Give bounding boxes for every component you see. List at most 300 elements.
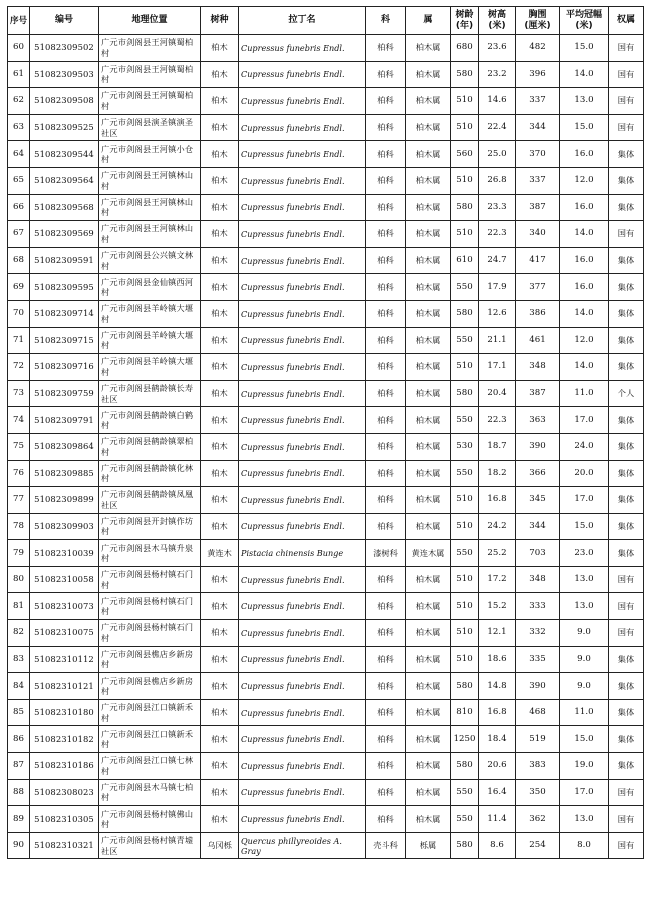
cell-crown: 16.0 xyxy=(560,274,609,301)
header-height: 树高 (米) xyxy=(479,7,516,35)
cell-seq: 86 xyxy=(8,726,30,753)
cell-family: 柏科 xyxy=(366,566,406,593)
cell-location: 广元市剑阁县王河镇林山村 xyxy=(99,167,201,194)
cell-age: 510 xyxy=(451,354,479,381)
cell-seq: 77 xyxy=(8,487,30,514)
cell-location: 广元市剑阁县鹤龄镇白鹤村 xyxy=(99,407,201,434)
cell-ownership: 国有 xyxy=(609,832,644,859)
table-row xyxy=(8,141,644,168)
cell-location: 广元市剑阁县鹤龄镇翠柏村 xyxy=(99,433,201,460)
cell-family: 柏科 xyxy=(366,88,406,115)
cell-family: 柏科 xyxy=(366,221,406,248)
cell-latin: Cupressus funebris Endl. xyxy=(239,487,366,514)
cell-location: 广元市剑阁县羊岭镇大堰村 xyxy=(99,300,201,327)
cell-code: 51082309885 xyxy=(30,460,99,487)
cell-ownership: 集体 xyxy=(609,726,644,753)
cell-location: 广元市剑阁县鹤龄镇凤凰社区 xyxy=(99,487,201,514)
cell-girth: 333 xyxy=(516,593,560,620)
cell-family: 柏科 xyxy=(366,380,406,407)
cell-crown: 16.0 xyxy=(560,247,609,274)
cell-age: 510 xyxy=(451,167,479,194)
table-body xyxy=(8,35,644,859)
cell-latin: Cupressus funebris Endl. xyxy=(239,566,366,593)
cell-family: 柏科 xyxy=(366,354,406,381)
cell-latin: Cupressus funebris Endl. xyxy=(239,274,366,301)
table-row xyxy=(8,167,644,194)
cell-species: 柏木 xyxy=(201,274,239,301)
cell-girth: 377 xyxy=(516,274,560,301)
cell-crown: 13.0 xyxy=(560,88,609,115)
cell-latin: Cupressus funebris Endl. xyxy=(239,167,366,194)
cell-code: 51082309503 xyxy=(30,61,99,88)
cell-ownership: 国有 xyxy=(609,593,644,620)
cell-age: 510 xyxy=(451,620,479,647)
cell-species: 柏木 xyxy=(201,221,239,248)
cell-crown: 14.0 xyxy=(560,354,609,381)
cell-girth: 332 xyxy=(516,620,560,647)
cell-age: 510 xyxy=(451,221,479,248)
cell-species: 柏木 xyxy=(201,646,239,673)
cell-family: 柏科 xyxy=(366,433,406,460)
table-row xyxy=(8,726,644,753)
cell-age: 510 xyxy=(451,114,479,141)
cell-latin: Cupressus funebris Endl. xyxy=(239,593,366,620)
cell-girth: 363 xyxy=(516,407,560,434)
cell-seq: 64 xyxy=(8,141,30,168)
cell-age: 560 xyxy=(451,141,479,168)
cell-age: 580 xyxy=(451,380,479,407)
cell-code: 51082310321 xyxy=(30,832,99,859)
table-row xyxy=(8,699,644,726)
cell-latin: Cupressus funebris Endl. xyxy=(239,460,366,487)
cell-height: 8.6 xyxy=(479,832,516,859)
cell-latin: Cupressus funebris Endl. xyxy=(239,433,366,460)
cell-code: 51082309591 xyxy=(30,247,99,274)
cell-family: 柏科 xyxy=(366,806,406,833)
cell-species: 柏木 xyxy=(201,407,239,434)
cell-family: 柏科 xyxy=(366,620,406,647)
cell-location: 广元市剑阁县开封镇作坊村 xyxy=(99,513,201,540)
table-row xyxy=(8,300,644,327)
cell-seq: 70 xyxy=(8,300,30,327)
cell-code: 51082308023 xyxy=(30,779,99,806)
cell-seq: 73 xyxy=(8,380,30,407)
cell-seq: 90 xyxy=(8,832,30,859)
cell-code: 51082309715 xyxy=(30,327,99,354)
cell-crown: 11.0 xyxy=(560,380,609,407)
cell-latin: Cupressus funebris Endl. xyxy=(239,61,366,88)
cell-location: 广元市剑阁县杨村镇青墟社区 xyxy=(99,832,201,859)
cell-ownership: 集体 xyxy=(609,167,644,194)
cell-latin: Cupressus funebris Endl. xyxy=(239,753,366,780)
cell-code: 51082309716 xyxy=(30,354,99,381)
cell-location: 广元市剑阁县樵店乡新房村 xyxy=(99,673,201,700)
cell-species: 柏木 xyxy=(201,247,239,274)
cell-girth: 468 xyxy=(516,699,560,726)
cell-family: 柏科 xyxy=(366,35,406,62)
cell-species: 柏木 xyxy=(201,513,239,540)
cell-family: 柏科 xyxy=(366,460,406,487)
cell-code: 51082310186 xyxy=(30,753,99,780)
cell-girth: 348 xyxy=(516,354,560,381)
table-row xyxy=(8,380,644,407)
cell-seq: 68 xyxy=(8,247,30,274)
cell-genus: 柏木属 xyxy=(406,380,451,407)
cell-height: 14.8 xyxy=(479,673,516,700)
cell-height: 25.2 xyxy=(479,540,516,567)
cell-family: 柏科 xyxy=(366,407,406,434)
cell-seq: 83 xyxy=(8,646,30,673)
cell-genus: 柏木属 xyxy=(406,300,451,327)
cell-location: 广元市剑阁县樵店乡新房村 xyxy=(99,646,201,673)
cell-location: 广元市剑阁县王河镇林山村 xyxy=(99,221,201,248)
table-row xyxy=(8,513,644,540)
cell-seq: 71 xyxy=(8,327,30,354)
table-row xyxy=(8,114,644,141)
cell-crown: 15.0 xyxy=(560,726,609,753)
cell-seq: 72 xyxy=(8,354,30,381)
cell-location: 广元市剑阁县杨村镇石门村 xyxy=(99,620,201,647)
cell-genus: 柏木属 xyxy=(406,487,451,514)
cell-genus: 柏木属 xyxy=(406,35,451,62)
cell-girth: 366 xyxy=(516,460,560,487)
cell-code: 51082309525 xyxy=(30,114,99,141)
cell-crown: 9.0 xyxy=(560,673,609,700)
cell-girth: 386 xyxy=(516,300,560,327)
cell-family: 柏科 xyxy=(366,699,406,726)
cell-seq: 85 xyxy=(8,699,30,726)
cell-code: 51082309569 xyxy=(30,221,99,248)
cell-latin: Cupressus funebris Endl. xyxy=(239,247,366,274)
cell-age: 510 xyxy=(451,566,479,593)
cell-ownership: 国有 xyxy=(609,61,644,88)
table-row xyxy=(8,646,644,673)
cell-crown: 9.0 xyxy=(560,646,609,673)
cell-genus: 柏木属 xyxy=(406,274,451,301)
cell-age: 550 xyxy=(451,806,479,833)
cell-species: 黄连木 xyxy=(201,540,239,567)
cell-location: 广元市剑阁县鹤龄镇化林村 xyxy=(99,460,201,487)
cell-latin: Cupressus funebris Endl. xyxy=(239,620,366,647)
header-age: 树龄 (年) xyxy=(451,7,479,35)
table-row xyxy=(8,753,644,780)
cell-girth: 519 xyxy=(516,726,560,753)
cell-age: 510 xyxy=(451,487,479,514)
cell-ownership: 集体 xyxy=(609,274,644,301)
cell-age: 550 xyxy=(451,327,479,354)
cell-height: 16.8 xyxy=(479,699,516,726)
cell-species: 柏木 xyxy=(201,167,239,194)
cell-girth: 337 xyxy=(516,167,560,194)
cell-species: 柏木 xyxy=(201,726,239,753)
cell-family: 柏科 xyxy=(366,753,406,780)
cell-latin: Cupressus funebris Endl. xyxy=(239,380,366,407)
cell-crown: 12.0 xyxy=(560,167,609,194)
cell-crown: 15.0 xyxy=(560,35,609,62)
table-row xyxy=(8,487,644,514)
cell-genus: 柏木属 xyxy=(406,247,451,274)
header-latin: 拉丁名 xyxy=(239,7,366,35)
cell-code: 51082309714 xyxy=(30,300,99,327)
cell-latin: Cupressus funebris Endl. xyxy=(239,673,366,700)
cell-ownership: 国有 xyxy=(609,88,644,115)
cell-height: 11.4 xyxy=(479,806,516,833)
cell-genus: 柏木属 xyxy=(406,566,451,593)
cell-ownership: 集体 xyxy=(609,513,644,540)
table-row xyxy=(8,354,644,381)
cell-seq: 82 xyxy=(8,620,30,647)
cell-seq: 80 xyxy=(8,566,30,593)
cell-age: 510 xyxy=(451,88,479,115)
cell-family: 漆树科 xyxy=(366,540,406,567)
cell-species: 柏木 xyxy=(201,620,239,647)
cell-age: 550 xyxy=(451,407,479,434)
cell-species: 柏木 xyxy=(201,433,239,460)
cell-ownership: 集体 xyxy=(609,407,644,434)
cell-age: 510 xyxy=(451,593,479,620)
cell-genus: 柏木属 xyxy=(406,221,451,248)
cell-girth: 362 xyxy=(516,806,560,833)
cell-seq: 74 xyxy=(8,407,30,434)
cell-crown: 8.0 xyxy=(560,832,609,859)
cell-code: 51082309791 xyxy=(30,407,99,434)
cell-height: 17.9 xyxy=(479,274,516,301)
cell-species: 柏木 xyxy=(201,806,239,833)
cell-species: 柏木 xyxy=(201,566,239,593)
cell-location: 广元市剑阁县江口镇新禾村 xyxy=(99,699,201,726)
cell-code: 51082309544 xyxy=(30,141,99,168)
cell-crown: 12.0 xyxy=(560,327,609,354)
cell-latin: Cupressus funebris Endl. xyxy=(239,699,366,726)
cell-ownership: 国有 xyxy=(609,806,644,833)
cell-genus: 柏木属 xyxy=(406,779,451,806)
cell-ownership: 集体 xyxy=(609,141,644,168)
cell-age: 680 xyxy=(451,35,479,62)
cell-species: 柏木 xyxy=(201,380,239,407)
cell-genus: 柏木属 xyxy=(406,806,451,833)
cell-species: 柏木 xyxy=(201,779,239,806)
cell-ownership: 国有 xyxy=(609,221,644,248)
cell-latin: Cupressus funebris Endl. xyxy=(239,300,366,327)
cell-location: 广元市剑阁县王河镇蜀柏村 xyxy=(99,88,201,115)
cell-girth: 390 xyxy=(516,673,560,700)
table-row xyxy=(8,407,644,434)
cell-ownership: 集体 xyxy=(609,354,644,381)
cell-code: 51082309502 xyxy=(30,35,99,62)
cell-code: 51082309508 xyxy=(30,88,99,115)
cell-girth: 335 xyxy=(516,646,560,673)
cell-ownership: 集体 xyxy=(609,327,644,354)
cell-height: 24.2 xyxy=(479,513,516,540)
cell-genus: 柏木属 xyxy=(406,114,451,141)
cell-crown: 13.0 xyxy=(560,593,609,620)
header-code: 编号 xyxy=(30,7,99,35)
cell-height: 22.3 xyxy=(479,221,516,248)
cell-family: 柏科 xyxy=(366,513,406,540)
cell-location: 广元市剑阁县王河镇小仓村 xyxy=(99,141,201,168)
cell-age: 580 xyxy=(451,832,479,859)
cell-height: 16.4 xyxy=(479,779,516,806)
cell-ownership: 集体 xyxy=(609,300,644,327)
cell-girth: 703 xyxy=(516,540,560,567)
cell-girth: 345 xyxy=(516,487,560,514)
cell-seq: 89 xyxy=(8,806,30,833)
cell-height: 17.2 xyxy=(479,566,516,593)
header-family: 科 xyxy=(366,7,406,35)
cell-species: 柏木 xyxy=(201,327,239,354)
cell-girth: 350 xyxy=(516,779,560,806)
cell-genus: 柏木属 xyxy=(406,593,451,620)
cell-genus: 柏木属 xyxy=(406,327,451,354)
cell-age: 550 xyxy=(451,460,479,487)
cell-family: 柏科 xyxy=(366,141,406,168)
cell-height: 24.7 xyxy=(479,247,516,274)
cell-code: 51082309903 xyxy=(30,513,99,540)
cell-height: 18.2 xyxy=(479,460,516,487)
cell-genus: 柏木属 xyxy=(406,726,451,753)
cell-height: 26.8 xyxy=(479,167,516,194)
cell-crown: 14.0 xyxy=(560,221,609,248)
cell-height: 18.6 xyxy=(479,646,516,673)
cell-species: 柏木 xyxy=(201,593,239,620)
cell-seq: 88 xyxy=(8,779,30,806)
cell-location: 广元市剑阁县木马镇升泉村 xyxy=(99,540,201,567)
cell-ownership: 国有 xyxy=(609,779,644,806)
cell-code: 51082310073 xyxy=(30,593,99,620)
cell-height: 12.6 xyxy=(479,300,516,327)
cell-seq: 62 xyxy=(8,88,30,115)
cell-location: 广元市剑阁县王河镇蜀柏村 xyxy=(99,61,201,88)
cell-girth: 390 xyxy=(516,433,560,460)
cell-height: 16.8 xyxy=(479,487,516,514)
cell-genus: 柏木属 xyxy=(406,88,451,115)
table-row xyxy=(8,540,644,567)
cell-crown: 9.0 xyxy=(560,620,609,647)
table-row xyxy=(8,779,644,806)
cell-height: 21.1 xyxy=(479,327,516,354)
table-row xyxy=(8,194,644,221)
cell-seq: 84 xyxy=(8,673,30,700)
cell-species: 柏木 xyxy=(201,699,239,726)
cell-family: 柏科 xyxy=(366,247,406,274)
table-row xyxy=(8,832,644,859)
cell-location: 广元市剑阁县羊岭镇大堰村 xyxy=(99,327,201,354)
cell-genus: 柏木属 xyxy=(406,194,451,221)
cell-family: 柏科 xyxy=(366,673,406,700)
cell-species: 柏木 xyxy=(201,487,239,514)
cell-species: 乌冈栎 xyxy=(201,832,239,859)
table-row xyxy=(8,35,644,62)
cell-girth: 396 xyxy=(516,61,560,88)
cell-genus: 柏木属 xyxy=(406,167,451,194)
cell-age: 550 xyxy=(451,779,479,806)
cell-family: 柏科 xyxy=(366,194,406,221)
cell-latin: Cupressus funebris Endl. xyxy=(239,779,366,806)
cell-crown: 17.0 xyxy=(560,779,609,806)
header-location: 地理位置 xyxy=(99,7,201,35)
cell-ownership: 集体 xyxy=(609,487,644,514)
cell-height: 23.2 xyxy=(479,61,516,88)
cell-genus: 柏木属 xyxy=(406,513,451,540)
cell-species: 柏木 xyxy=(201,61,239,88)
cell-height: 25.0 xyxy=(479,141,516,168)
table-row xyxy=(8,620,644,647)
cell-latin: Cupressus funebris Endl. xyxy=(239,194,366,221)
cell-seq: 81 xyxy=(8,593,30,620)
cell-seq: 69 xyxy=(8,274,30,301)
cell-latin: Cupressus funebris Endl. xyxy=(239,35,366,62)
cell-seq: 63 xyxy=(8,114,30,141)
cell-crown: 17.0 xyxy=(560,407,609,434)
cell-crown: 23.0 xyxy=(560,540,609,567)
cell-height: 17.1 xyxy=(479,354,516,381)
cell-genus: 柏木属 xyxy=(406,753,451,780)
cell-latin: Cupressus funebris Endl. xyxy=(239,114,366,141)
cell-genus: 柏木属 xyxy=(406,354,451,381)
cell-girth: 417 xyxy=(516,247,560,274)
cell-code: 51082310039 xyxy=(30,540,99,567)
cell-ownership: 国有 xyxy=(609,566,644,593)
cell-genus: 柏木属 xyxy=(406,620,451,647)
cell-crown: 11.0 xyxy=(560,699,609,726)
cell-family: 柏科 xyxy=(366,646,406,673)
cell-family: 柏科 xyxy=(366,487,406,514)
cell-crown: 24.0 xyxy=(560,433,609,460)
cell-girth: 482 xyxy=(516,35,560,62)
cell-age: 580 xyxy=(451,300,479,327)
cell-height: 22.4 xyxy=(479,114,516,141)
cell-age: 1250 xyxy=(451,726,479,753)
cell-ownership: 集体 xyxy=(609,753,644,780)
cell-genus: 柏木属 xyxy=(406,646,451,673)
cell-latin: Cupressus funebris Endl. xyxy=(239,141,366,168)
cell-family: 柏科 xyxy=(366,300,406,327)
header-crown: 平均冠幅 (米) xyxy=(560,7,609,35)
cell-girth: 340 xyxy=(516,221,560,248)
cell-ownership: 个人 xyxy=(609,380,644,407)
cell-location: 广元市剑阁县王河镇林山村 xyxy=(99,194,201,221)
cell-seq: 61 xyxy=(8,61,30,88)
cell-crown: 16.0 xyxy=(560,194,609,221)
cell-location: 广元市剑阁县杨村镇石门村 xyxy=(99,566,201,593)
cell-genus: 柏木属 xyxy=(406,699,451,726)
header-row xyxy=(8,7,644,35)
cell-age: 580 xyxy=(451,753,479,780)
cell-ownership: 集体 xyxy=(609,194,644,221)
table-row xyxy=(8,673,644,700)
cell-crown: 14.0 xyxy=(560,61,609,88)
cell-height: 12.1 xyxy=(479,620,516,647)
cell-age: 530 xyxy=(451,433,479,460)
cell-latin: Cupressus funebris Endl. xyxy=(239,646,366,673)
cell-species: 柏木 xyxy=(201,300,239,327)
cell-code: 51082310182 xyxy=(30,726,99,753)
cell-species: 柏木 xyxy=(201,88,239,115)
table-row xyxy=(8,247,644,274)
cell-species: 柏木 xyxy=(201,354,239,381)
cell-latin: Pistacia chinensis Bunge xyxy=(239,540,366,567)
table-header xyxy=(8,7,644,35)
cell-code: 51082309564 xyxy=(30,167,99,194)
cell-age: 810 xyxy=(451,699,479,726)
ancient-tree-table xyxy=(7,6,644,859)
table-row xyxy=(8,593,644,620)
cell-code: 51082310058 xyxy=(30,566,99,593)
cell-genus: 栎属 xyxy=(406,832,451,859)
cell-family: 柏科 xyxy=(366,593,406,620)
cell-code: 51082309864 xyxy=(30,433,99,460)
cell-location: 广元市剑阁县演圣镇演圣社区 xyxy=(99,114,201,141)
